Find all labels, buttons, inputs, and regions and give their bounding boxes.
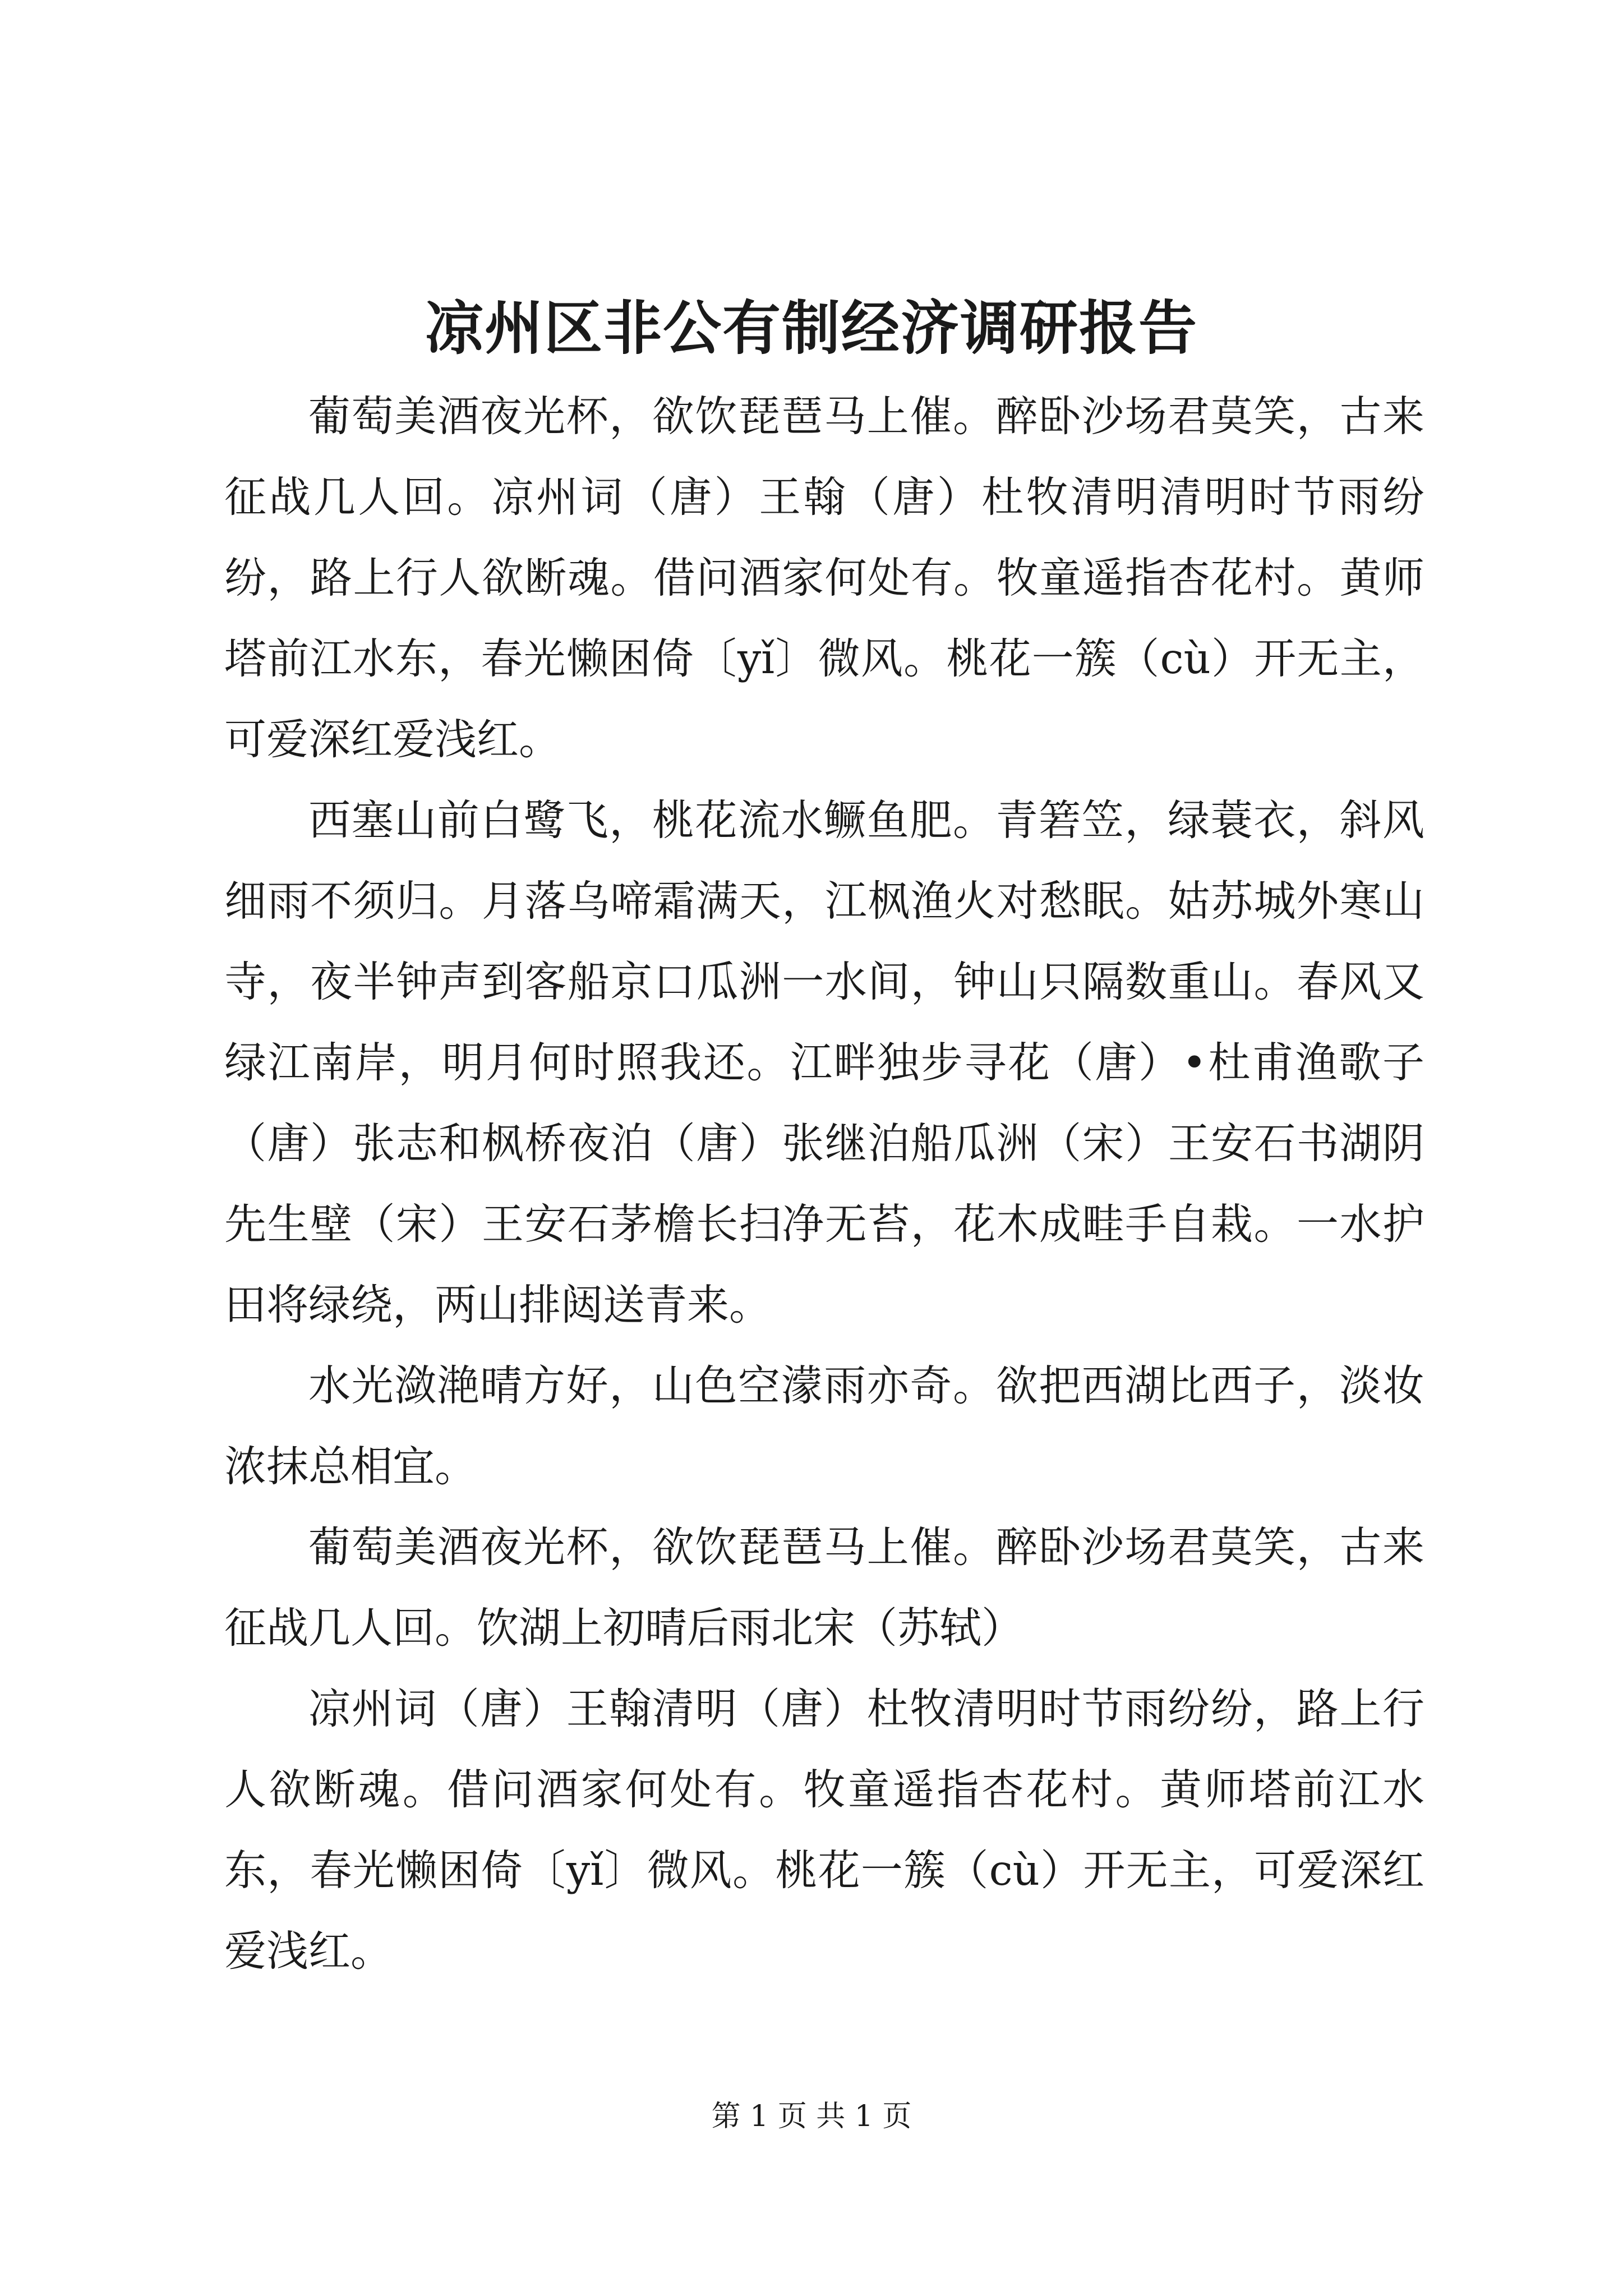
body-paragraph-3: 水光潋滟晴方好，山色空濛雨亦奇。欲把西湖比西子，淡妆浓抹总相宜。 bbox=[224, 1361, 1424, 1491]
document-body bbox=[224, 376, 1424, 1991]
body-paragraph-1: 葡萄美酒夜光杯，欲饮琵琶马上催。醉卧沙场君莫笑，古来征战几人回。凉州词（唐）王翰（唐）杜牧清明清明时节雨纷纷，路上行人欲断魂。借问酒家何处有。牧童遥指杏花村。黄师塔前江水东，春光懒困倚〔yǐ〕微风。桃花一簇（cù）开无主，可爱深红爱浅红。 bbox=[224, 392, 1424, 764]
document-title: 凉州区非公有制经济调研报告 bbox=[425, 293, 1198, 362]
body-paragraph-2: 西塞山前白鹭飞，桃花流水鳜鱼肥。青箬笠，绿蓑衣，斜风细雨不须归。月落乌啼霜满天，江枫渔火对愁眠。姑苏城外寒山寺，夜半钟声到客船京口瓜洲一水间，钟山只隔数重山。春风又绿江南岸，明月何时照我还。江畔独步寻花（唐）•杜甫渔歌子（唐）张志和枫桥夜泊（唐）张继泊船瓜洲（宋）王安石书湖阴先生壁（宋）王安石茅檐长扫净无苔，花木成畦手自栽。一水护田将绿绕，两山排闼送青来。 bbox=[224, 795, 1424, 1329]
page-number-footer: 第 1 页 共 1 页 bbox=[711, 2100, 912, 2133]
body-paragraph-4: 葡萄美酒夜光杯，欲饮琵琶马上催。醉卧沙场君莫笑，古来征战几人回。饮湖上初晴后雨北宋（苏轼） bbox=[224, 1522, 1424, 1653]
body-paragraph-5: 凉州词（唐）王翰清明（唐）杜牧清明时节雨纷纷，路上行人欲断魂。借问酒家何处有。牧童遥指杏花村。黄师塔前江水东，春光懒困倚〔yǐ〕微风。桃花一簇（cù）开无主，可爱深红爱浅红。 bbox=[224, 1684, 1424, 1976]
